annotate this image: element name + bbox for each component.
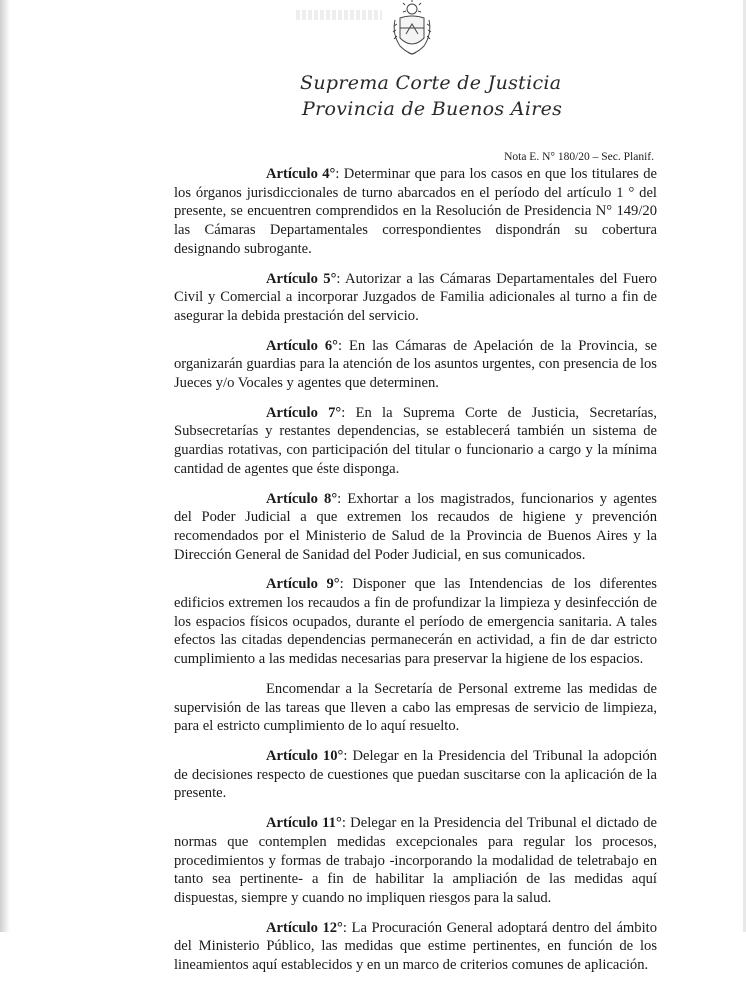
province-name: Provincia de Buenos Aires (302, 98, 563, 120)
faint-header-mark (296, 10, 382, 20)
article-text: : Delegar en la Presidencia del Tribunal el dictado de normas que contemplen medidas excepcionales para regular los procesos, procedimientos y formas de trabajo -incorporando la modalidad de teletrabajo en tanto sea pertinente- a fin de habilitar la ampliación de las medidas aquí dispuestas, siempre y cuando no impliquen riesgos para la salud. (174, 815, 657, 906)
article-9-continuation (174, 680, 657, 736)
article-label: Artículo 12° (266, 919, 343, 936)
article-label: Artículo 8° (266, 490, 338, 507)
article-label: Artículo 5° (266, 270, 337, 287)
letterhead (300, 70, 563, 122)
article-text: : En las Cámaras de Apelación de la Provincia, se organizarán guardias para la atención de los asuntos urgentes, con presencia de los Jueces y/o Vocales y agentes que determinen. (174, 337, 657, 392)
article-12 (174, 919, 657, 975)
note-reference: Nota E. N° 180/20 – Sec. Planif. (504, 151, 654, 163)
page-edge-shadow (0, 0, 10, 932)
article-label: Artículo 10° (266, 747, 344, 764)
coat-of-arms-icon (390, 0, 434, 58)
article-text: : Delegar en la Presidencia del Tribunal la adopción de decisiones respecto de cuestiones que puedan suscitarse con la aplicación de la presente. (174, 747, 657, 802)
article-text: : Disponer que las Intendencias de los diferentes edificios extremen los recaudos a fin de profundizar la limpieza y desinfección de los espacios físicos ocupados, durante el período de emergencia sanitaria. A tales efectos las citadas dependencias permanecerán en actividad, a fin de dar estricto cumplimiento a las medidas necesarias para preservar la higiene de los espacios. (174, 576, 657, 668)
article-4 (174, 165, 657, 259)
article-10 (174, 747, 657, 803)
article-6 (174, 337, 657, 393)
article-label: Artículo 6° (266, 337, 338, 354)
article-label: Artículo 9° (266, 576, 340, 593)
article-7 (174, 404, 657, 479)
article-text: Encomendar a la Secretaría de Personal extreme las medidas de supervisión de las tareas que lleven a cabo las empresas de servicio de limpieza, para el estricto cumplimiento de lo aquí resuelto. (174, 680, 657, 735)
article-text: : En la Suprema Corte de Justicia, Secretarías, Subsecretarías y restantes dependencias, se establecerá también un sistema de guardias rotativas, con participación del titular o funcionario a cargo y la mínima cantidad de agentes que éste disponga. (174, 404, 657, 477)
article-text: : Determinar que para los casos en que los titulares de los órganos jurisdiccionales de turno abarcados en el período del artículo 1 ° del presente, se encuentren comprendidos en la Resolución de Presidencia N° 149/20 las Cámaras Departamentales correspondientes dispondrán su cobertura designando subrogante. (174, 166, 657, 257)
article-5 (174, 270, 657, 326)
article-text: : Autorizar a las Cámaras Departamentales del Fuero Civil y Comercial a incorporar Juzgados de Familia adicionales al turno a fin de asegurar la debida prestación del servicio. (174, 270, 657, 324)
article-label: Artículo 11° (266, 815, 342, 832)
articles-body (174, 165, 657, 986)
article-9 (174, 575, 657, 669)
article-8 (174, 490, 657, 565)
article-11 (174, 814, 657, 908)
article-text: : La Procuración General adoptará dentro del ámbito del Ministerio Público, las medidas que estime pertinentes, en función de los lineamientos aquí establecidos y en un marco de criterios comunes de aplicación. (174, 919, 657, 974)
article-text: : Exhortar a los magistrados, funcionarios y agentes del Poder Judicial a que extremen los recaudos de higiene y prevención recomendados por el Ministerio de Salud de la Provincia de Buenos Aires y la Dirección General de Sanidad del Poder Judicial, en sus comunicados. (174, 490, 657, 563)
court-name: Suprema Corte de Justicia (300, 72, 562, 94)
article-label: Artículo 7° (266, 404, 342, 421)
article-label: Artículo 4° (266, 166, 336, 182)
